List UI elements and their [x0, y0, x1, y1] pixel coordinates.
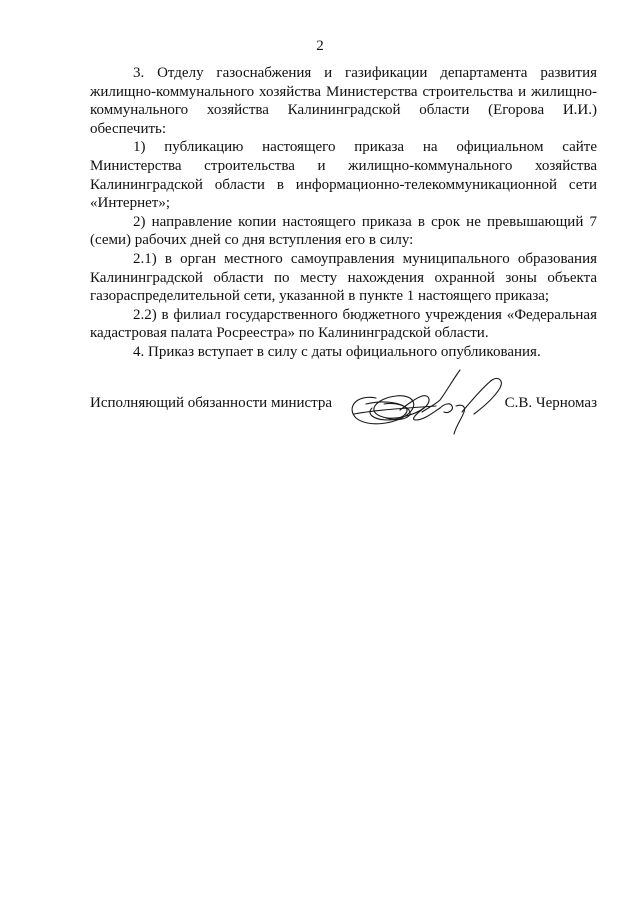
paragraph-item-3: 3. Отделу газоснабжения и газификации департамента развития жилищно-коммунального хозяйства Министерства строительства и жилищно-коммунального хозяйства Калининградской области (Егорова И.И.) обеспечить: [90, 65, 597, 137]
handwritten-signature [336, 364, 516, 444]
signatory-title: Исполняющий обязанности министра [90, 395, 333, 411]
paragraph-subitem-2-2: 2.2) в филиал государственного бюджетного учреждения «Федеральная кадастровая палата Росреестра» по Калининградской области. [90, 306, 597, 342]
signatory-name: С.В. Черномаз [504, 395, 597, 411]
paragraph-subitem-2-1: 2.1) в орган местного самоуправления муниципального образования Калининградской области по месту нахождения охранной зоны объекта газораспределительной сети, указанной в пункте 1 настоящего приказа; [90, 250, 597, 305]
document-body [90, 64, 597, 362]
page-number: 2 [316, 38, 324, 54]
paragraph-item-4: 4. Приказ вступает в силу с даты официального опубликования. [133, 343, 541, 360]
paragraph-subitem-1: 1) публикацию настоящего приказа на официальном сайте Министерства строительства и жилищно-коммунального хозяйства Калининградской области в информационно-телекоммуникационной сети «Интернет»; [90, 139, 597, 212]
paragraph-subitem-2: 2) направление копии настоящего приказа в срок не превышающий 7 (семи) рабочих дней со дня вступления его в силу: [90, 213, 597, 249]
signature-block [90, 364, 597, 444]
